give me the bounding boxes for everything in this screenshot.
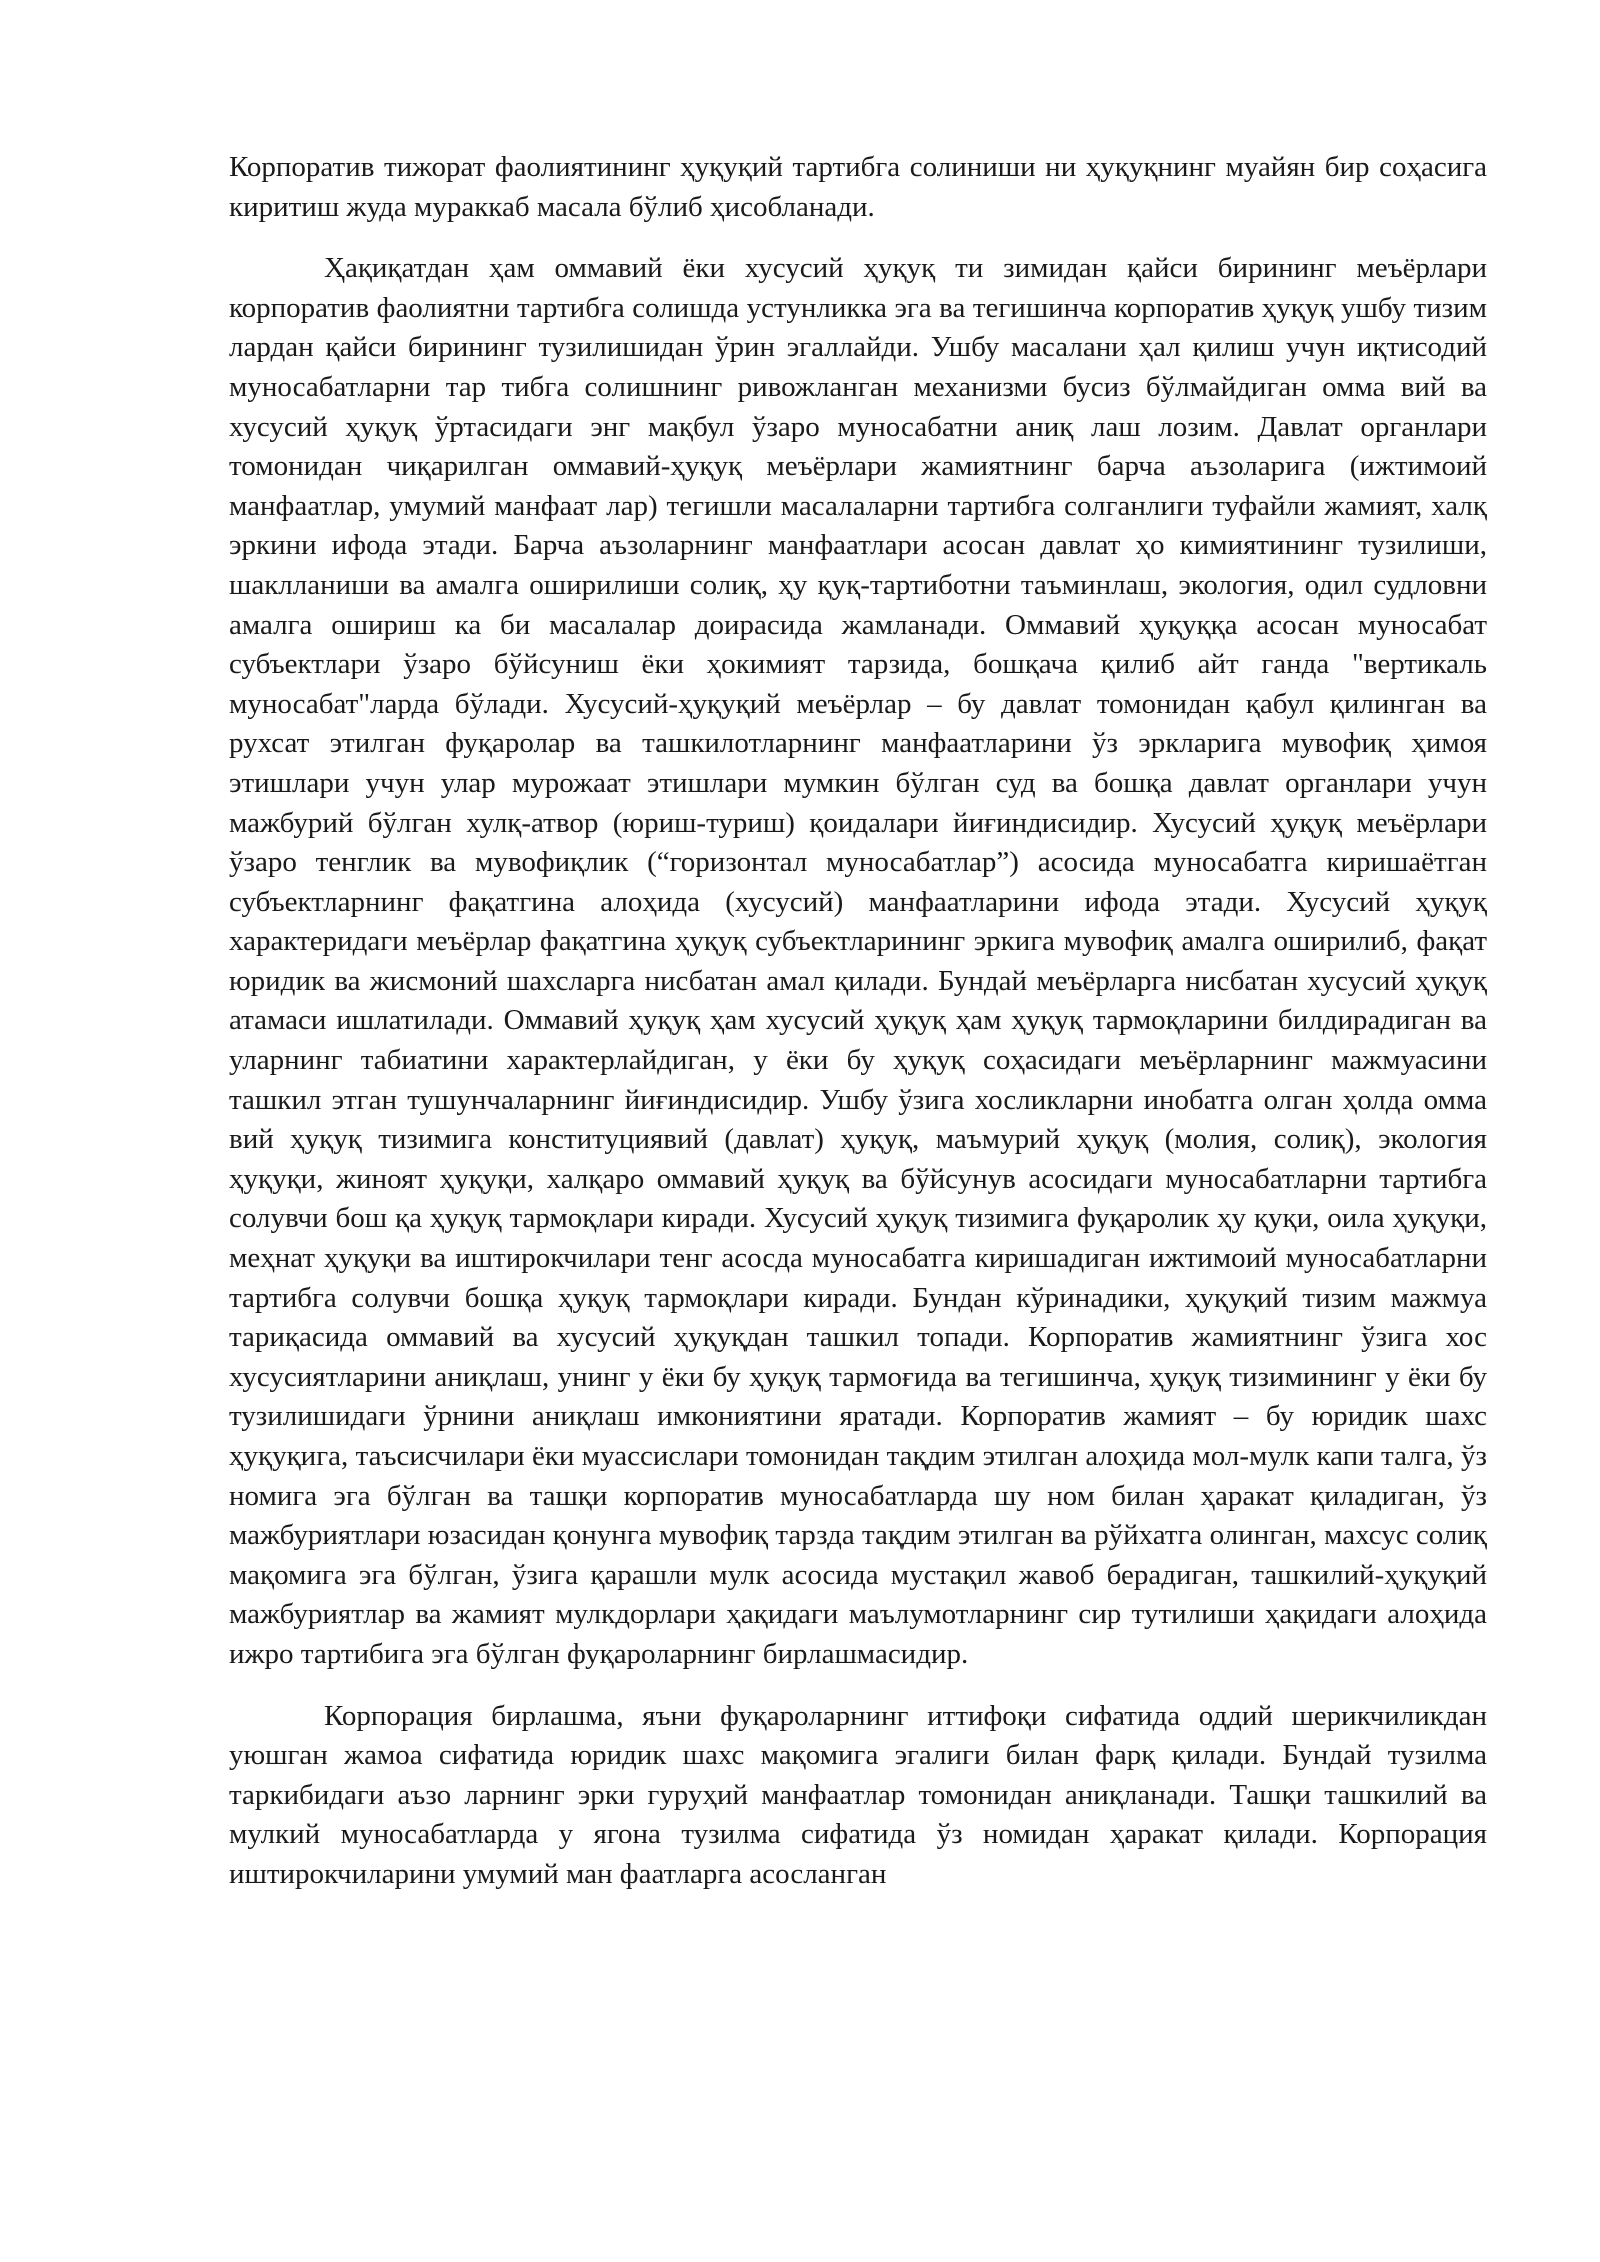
paragraph-2: Ҳақиқатдан ҳам оммавий ёки хусусий ҳуқуқ ти зимидан қайси бирининг меъёрлари корпоратив фаолиятни тартибга солишда устунликка эга ва тегишинча корпоратив ҳуқуқ ушбу тизим лардан қайси бирининг тузилишидан ўрин эгаллайди. Ушбу масалани ҳал қилиш учун иқтисодий муносабатларни тар тибга солишнинг ривожланган механизми бусиз бўлмайдиган омма вий ва хусусий ҳуқуқ ўртасидаги энг мақбул ўзаро муносабатни аниқ лаш лозим. Давлат органлари томонидан чиқарилган оммавий-ҳуқуқ меъёрлари жамиятнинг барча аъзоларига (ижтимоий манфаатлар, умумий манфаат лар) тегишли масалаларни тартибга солганлиги туфайли жамият, халқ эркини ифода этади. Барча аъзоларнинг манфаатлари асосан давлат ҳо кимиятининг тузилиши, шаклланиши ва амалга оширилиши солиқ, ҳу қуқ-тартиботни таъминлаш, экология, одил судловни амалга ошириш ка би масалалар доирасида жамланади. Оммавий ҳуқуққа асосан муносабат субъектлари ўзаро бўйсуниш ёки ҳокимият тарзида, бошқача қилиб айт ганда "вертикаль муносабат"ларда бўлади. Хусусий-ҳуқуқий меъёрлар – бу давлат томонидан қабул қилинган ва рухсат этилган фуқаролар ва ташкилотларнинг манфаатларини ўз эркларига мувофиқ ҳимоя этишлари учун улар мурожаат этишлари мумкин бўлган суд ва бошқа давлат органлари учун мажбурий бўлган хулқ-атвор (юриш-туриш) қоидалари йиғиндисидир. Хусусий ҳуқуқ меъёрлари ўзаро тенглик ва мувофиқлик (“горизонтал муносабатлар”) асосида муносабатга киришаётган субъектларнинг фақатгина алоҳида (хусусий) манфаатларини ифода этади. Хусусий ҳуқуқ характеридаги меъёрлар фақатгина ҳуқуқ субъектларининг эркига мувофиқ амалга оширилиб, фақат юридик ва жисмоний шахсларга нисбатан амал қилади. Бундай меъёрларга нисбатан хусусий ҳуқуқ атамаси ишлатилади. Оммавий ҳуқуқ ҳам хусусий ҳуқуқ ҳам ҳуқуқ тармоқларини билдирадиган ва уларнинг табиатини характерлайдиган, у ёки бу ҳуқуқ соҳасидаги меъёрларнинг мажмуасини ташкил этган тушунчаларнинг йиғиндисидир. Ушбу ўзига хосликларни инобатга олган ҳолда омма вий ҳуқуқ тизимига конституциявий (давлат) ҳуқуқ, маъмурий ҳуқуқ (молия, солиқ), экология ҳуқуқи, жиноят ҳуқуқи, халқаро оммавий ҳуқуқ ва бўйсунув асосидаги муносабатларни тартибга солувчи бош қа ҳуқуқ тармоқлари киради. Хусусий ҳуқуқ тизимига фуқаролик ҳу қуқи, оила ҳуқуқи, меҳнат ҳуқуқи ва иштирокчилари тенг асосда муносабатга киришадиган ижтимоий муносабатларни тартибга солувчи бошқа ҳуқуқ тармоқлари киради. Бундан кўринадики, ҳуқуқий тизим мажмуа тариқасида оммавий ва хусусий ҳуқуқдан ташкил топади. Корпоратив жамиятнинг ўзига хос хусусиятларини аниқлаш, унинг у ёки бу ҳуқуқ тармоғида ва тегишинча, ҳуқуқ тизимининг у ёки бу тузилишидаги ўрнини аниқлаш имкониятини яратади. Корпоратив жамият – бу юридик шахс ҳуқуқига, таъсисчилари ёки муассислари томонидан тақдим этилган алоҳида мол-мулк капи талга, ўз номига эга бўлган ва ташқи корпоратив муносабатларда шу ном билан ҳаракат қиладиган, ўз мажбуриятлари юзасидан қонунга мувофиқ тарзда тақдим этилган ва рўйхатга олинган, махсус солиқ мақомига эга бўлган, ўзига қарашли мулк асосида мустақил жавоб берадиган, ташкилий-ҳуқуқий мажбуриятлар ва жамият мулкдорлари ҳақидаги маълумотларнинг сир тутилиши ҳақидаги алоҳида ижро тартибига эга бўлган фуқароларнинг бирлашмасидир. [229, 252, 1487, 1670]
document-body [229, 148, 1487, 1917]
paragraph-1: Корпоратив тижорат фаолиятининг ҳуқуқий тартибга солиниши ни ҳуқуқнинг муайян бир соҳасига киритиш жуда мураккаб масала бўлиб ҳисобланади. [229, 151, 1487, 223]
paragraph-3: Корпорация бирлашма, яъни фуқароларнинг иттифоқи сифатида оддий шерикчиликдан уюшган жамоа сифатида юридик шахс мақомига эгалиги билан фарқ қилади. Бундай тузилма таркибидаги аъзо ларнинг эрки гуруҳий манфаатлар томонидан аниқланади. Ташқи ташкилий ва мулкий муносабатларда у ягона тузилма сифатида ўз номидан ҳаракат қилади. Корпорация иштирокчиларини умумий ман фаатларга асосланган [229, 1699, 1487, 1890]
